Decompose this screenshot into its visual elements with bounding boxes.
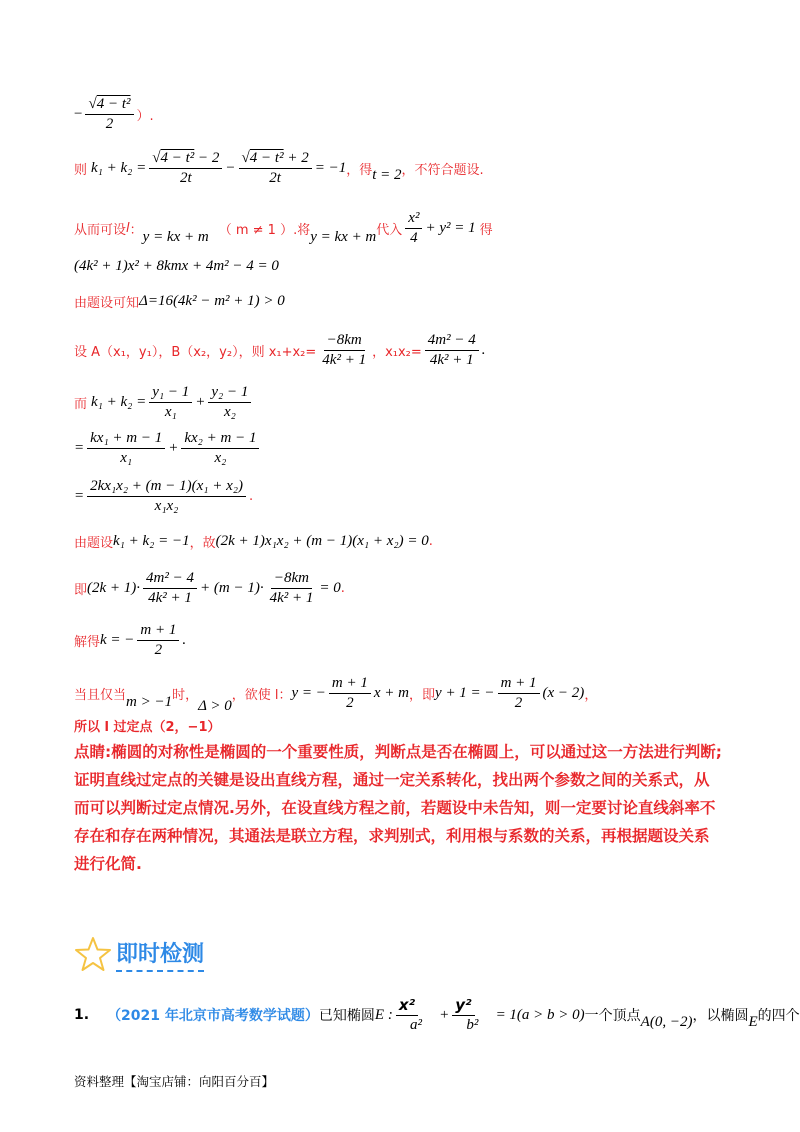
line-10: 由题设 k₁ + k₂ = −1 ，故 (2k + 1)x₁x₂ + (m − 1)(x₁ + x₂) = 0 . xyxy=(74,533,433,551)
line-12: 解得 k = − $\frac{m + 1}{2}$ . xyxy=(74,622,187,658)
text: 已知椭圆 xyxy=(318,1008,375,1024)
question-number: 1. xyxy=(74,1007,90,1023)
question-1: 1. （2021 年北京市高考数学试题） 已知椭圆 E : $\frac{\text{x²}}{\text{a²}}$ + $\frac{\text{y²}}{\text{b²}}$ = 1(a > b > 0) 一个顶点 A(0, −2) ，以椭圆 E 的四个 xyxy=(74,996,800,1033)
text: ， xyxy=(584,688,598,703)
equation: y = kx + m xyxy=(310,229,377,245)
line-2: 则 k₁ + k₂ = $\frac{\text{√4 − t² − 2}}{2t}$ − $\frac{\text{√4 − t² + 2}}{2t}$ = −1 ，得 t = 2 ，不符合题设. xyxy=(74,150,484,186)
section-title: 即时检测 xyxy=(116,937,204,972)
text: 设 A（x₁，y₁），B（x₂，y₂），则 x₁+x₂= xyxy=(74,345,317,360)
line-14 xyxy=(74,716,221,735)
text: 而 xyxy=(74,397,88,412)
equation: y = kx + m xyxy=(142,229,209,245)
text: ，欲使 l： xyxy=(231,688,292,703)
text: 即 xyxy=(74,583,88,598)
text: 由题设 xyxy=(74,536,114,551)
equation: k₁ + k₂ = −1 xyxy=(113,533,190,549)
equation: Δ=16(4k² − m² + 1) > 0 xyxy=(139,293,285,309)
footer-text: 资料整理【淘宝店铺：向阳百分百】 xyxy=(74,1074,275,1089)
text: 解得 xyxy=(74,635,101,650)
text: 的四个 xyxy=(757,1008,800,1024)
equation: Δ > 0 xyxy=(198,698,232,714)
text: 当且仅当 xyxy=(74,688,127,703)
text: ： xyxy=(129,223,143,238)
line-8: = $\frac{\text{kx₁ + m − 1}}{\text{x₁}}$ + $\frac{\text{kx₂ + m − 1}}{\text{x₂}}$ xyxy=(74,430,262,467)
equation: (2k + 1)x₁x₂ + (m − 1)(x₁ + x₂) = 0 xyxy=(215,533,429,549)
question-source: （2021 年北京市高考数学试题） xyxy=(107,1008,319,1024)
text: 则 xyxy=(74,163,88,178)
equation: m > −1 xyxy=(126,694,173,710)
text: 时， xyxy=(172,688,199,703)
line-3: 从而可设 l ： y = kx + m （ m ≠ 1 ）.将 y = kx + m 代入 $\frac{\text{x²}}{4}$ + y² = 1 得 xyxy=(74,210,493,246)
fraction: $\frac{\text{√4 − t²}}{2}$ xyxy=(85,96,133,133)
equation: E xyxy=(748,1013,758,1030)
line-11: 即 (2k + 1)· $\frac{\text{4m² − 4}}{\text{4k² + 1}}$ + (m − 1)· $\frac{-8km}{\text{4k² + 1}}$ = 0 . xyxy=(74,570,345,606)
text: ，得 xyxy=(346,163,373,178)
text: 所以 l 过定点（2，−1） xyxy=(74,720,221,735)
text: ，故 xyxy=(189,536,216,551)
star-icon xyxy=(74,936,112,972)
section-heading xyxy=(74,936,204,972)
line-6: 设 A（x₁，y₁），B（x₂，y₂），则 x₁+x₂= $\frac{-8km}{\text{4k² + 1}}$ ，x₁x₂= $\frac{\text{4m² − 4}}{\text{4k² + 1}}$ . xyxy=(74,332,486,368)
equation: t = 2 xyxy=(372,167,402,183)
line-4 xyxy=(74,258,279,275)
text: 代入 xyxy=(376,223,403,238)
text: 得 xyxy=(479,223,493,238)
text: l xyxy=(126,221,130,236)
text: 一个顶点 xyxy=(584,1008,641,1024)
comment-paragraph: 点睛:椭圆的对称性是椭圆的一个重要性质，判断点是否在椭圆上，可以通过这一方法进行判断;证明直线过定点的关键是设出直线方程，通过一定关系转化，找出两个参数之间的关系式，从而可以判断过定点情况.另外，在设直线方程之前，若题设中未告知，则一定要讨论直线斜率不存在和存在两种情况，其通法是联立方程，求判别式，利用根与系数的关系，再根据题设关系进行化简. xyxy=(74,743,722,873)
text: ，即 xyxy=(409,688,436,703)
equation: A(0, −2) xyxy=(640,1013,693,1030)
line-5 xyxy=(74,292,285,311)
text: 从而可设 xyxy=(74,223,127,238)
text: ，不符合题设. xyxy=(401,163,484,178)
text: 由题设可知 xyxy=(74,296,140,311)
line-13: 当且仅当 m > −1 时， Δ > 0 ，欲使 l： y = − $\frac{m + 1}{2}$ x + m ，即 y + 1 = − $\frac{m + 1}{2}$ (x − 2) ， xyxy=(74,675,598,714)
line-7: 而 k₁ + k₂ = $\frac{\text{y₁ − 1}}{\text{x₁}}$ + $\frac{\text{y₂ − 1}}{\text{x₂}}$ xyxy=(74,384,254,421)
equation: (4k² + 1)x² + 8kmx + 4m² − 4 = 0 xyxy=(74,258,279,274)
text: ，以椭圆 xyxy=(692,1008,749,1024)
line-1: − $\frac{\text{√4 − t²}}{2}$ ）. xyxy=(74,96,154,132)
text: （ m ≠ 1 ）.将 xyxy=(218,223,311,238)
text: ，x₁x₂= xyxy=(372,345,422,360)
line-9: = $\frac{\text{2kx₁x₂ + (m − 1)(x₁ + x₂)}}{\text{x₁x₂}}$ . xyxy=(74,478,254,514)
